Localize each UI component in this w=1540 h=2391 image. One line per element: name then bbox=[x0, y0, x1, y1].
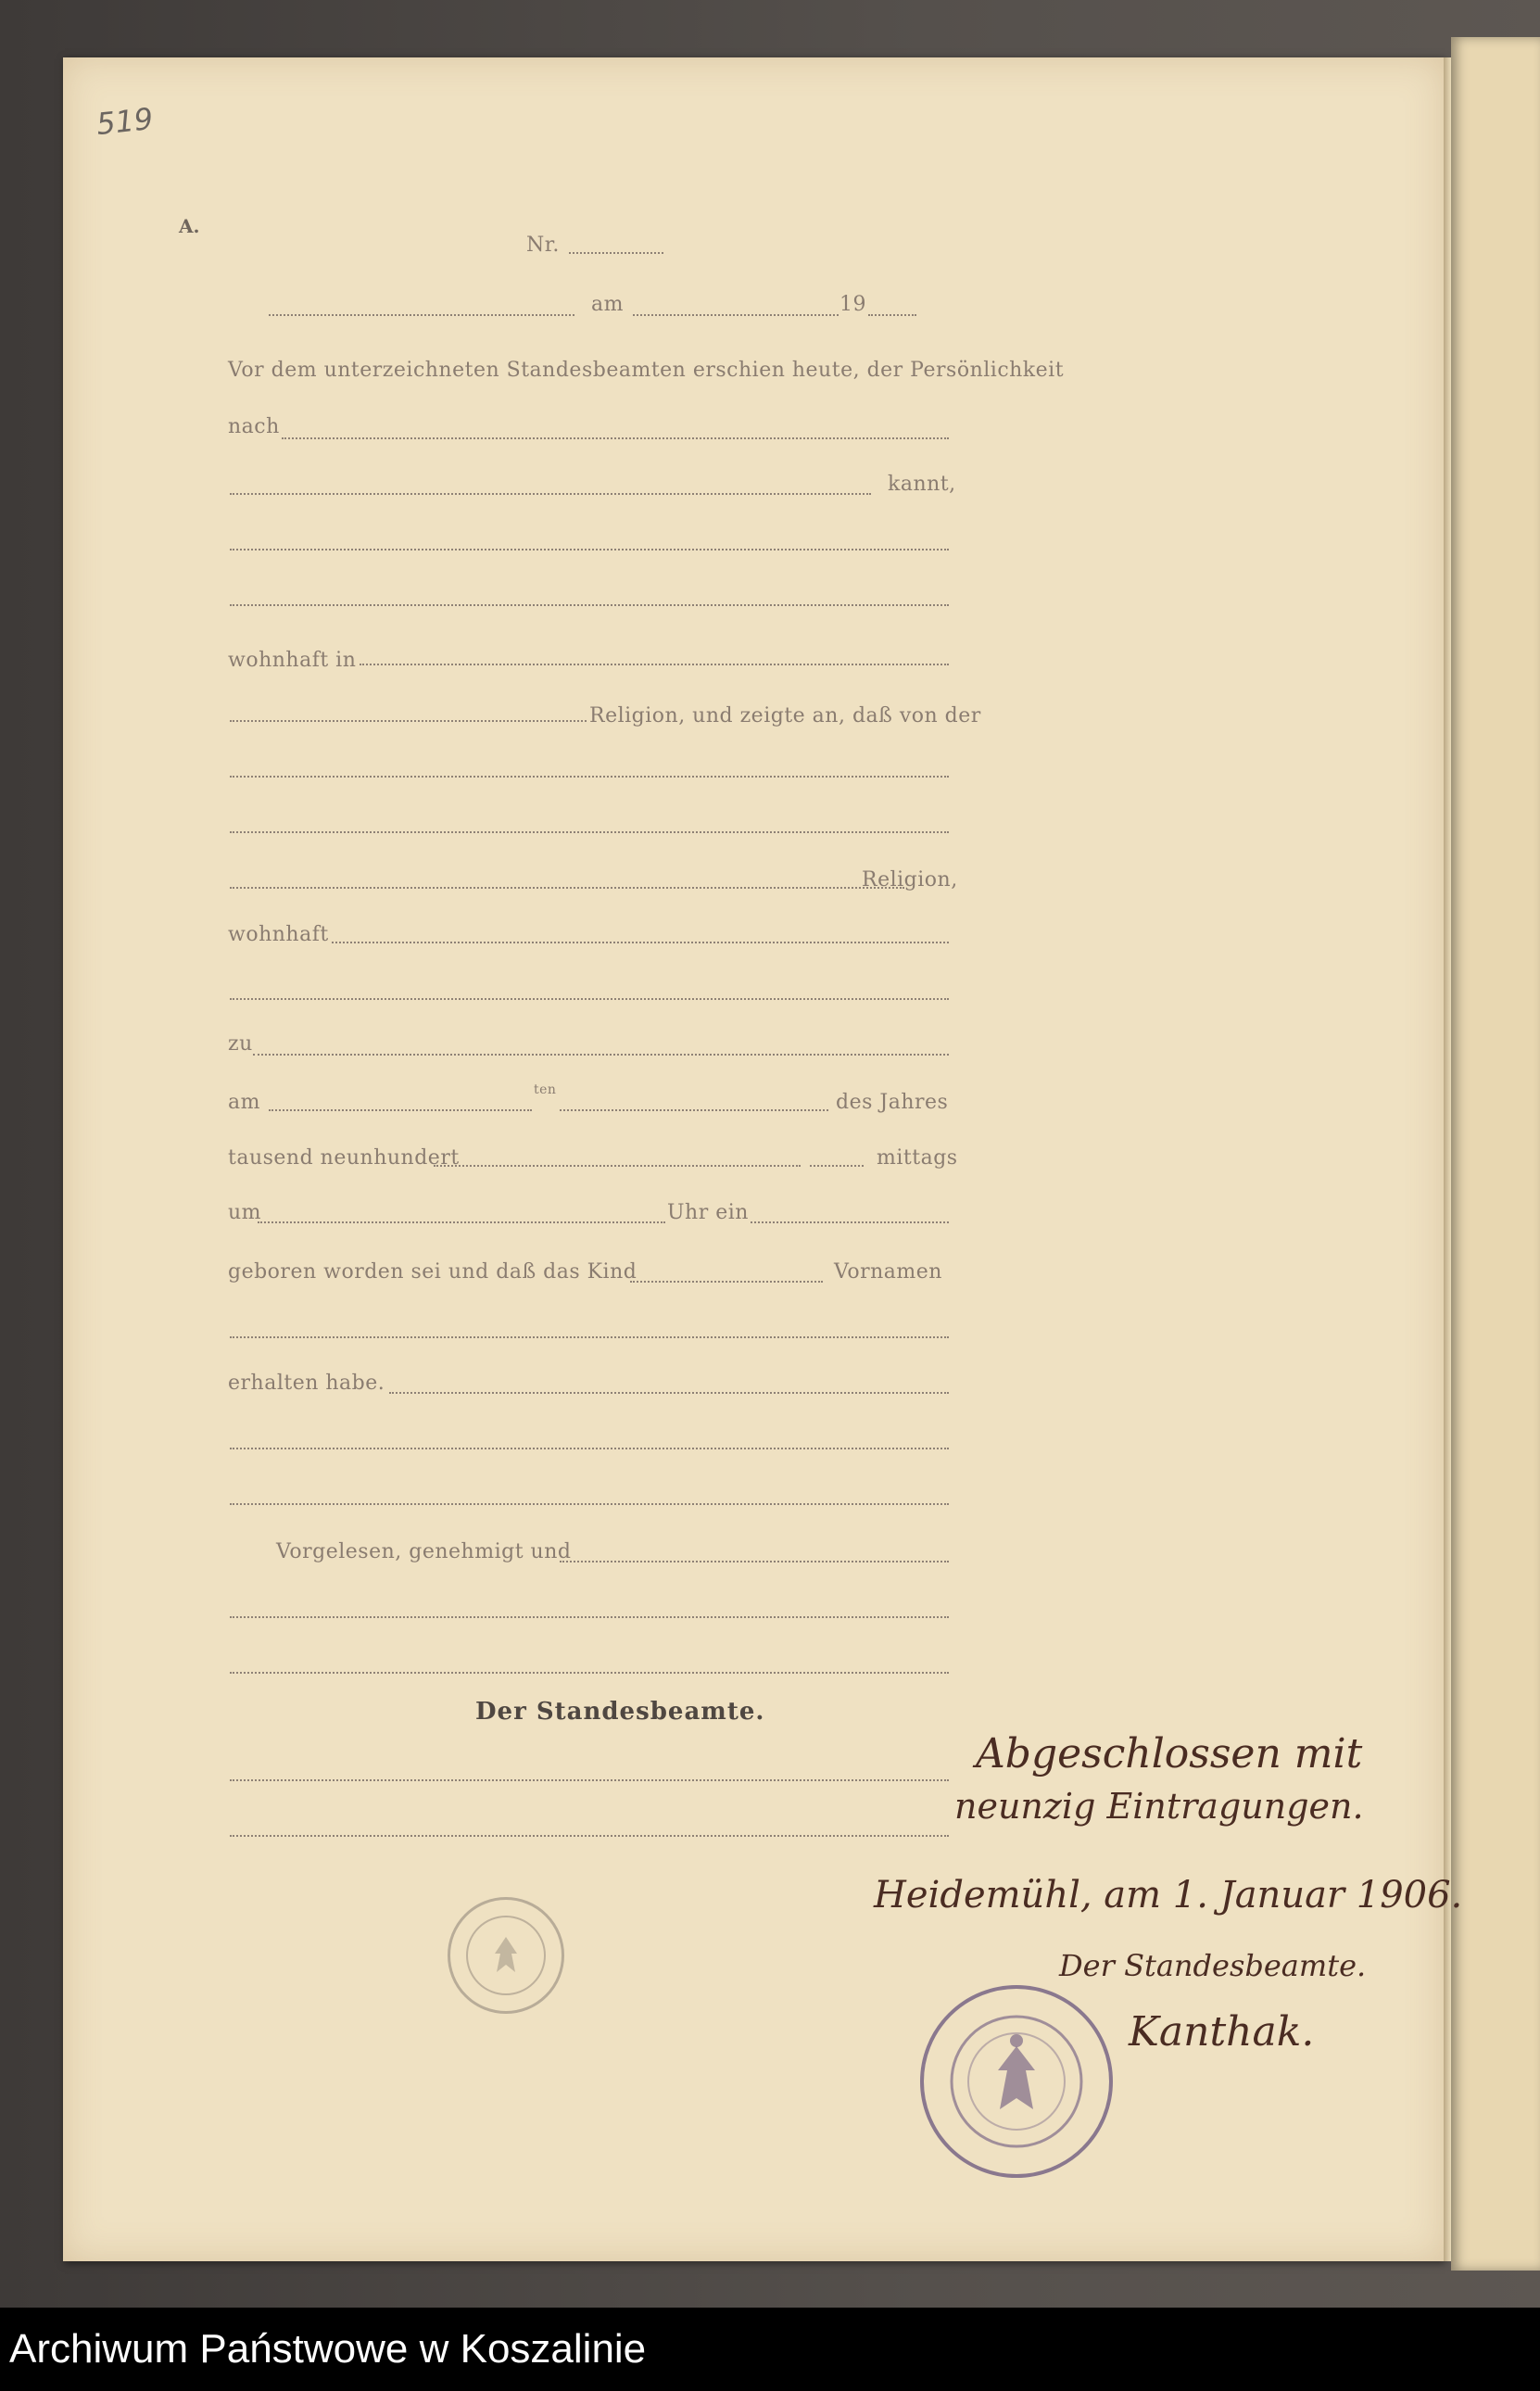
document-page bbox=[63, 57, 1463, 2261]
geboren-label: geboren worden sei und daß das Kind bbox=[228, 1260, 637, 1284]
erhalten-label: erhalten habe. bbox=[228, 1372, 385, 1395]
official-seal bbox=[920, 1985, 1113, 2178]
archive-eagle-icon bbox=[450, 1900, 562, 2011]
religion-field-1 bbox=[230, 720, 587, 722]
footer-bar bbox=[0, 2308, 1540, 2391]
mittags-label: mittags bbox=[877, 1146, 958, 1170]
remarks-field-1 bbox=[230, 1448, 949, 1449]
signature-field-2 bbox=[230, 1616, 949, 1618]
date-field bbox=[633, 314, 839, 316]
birth-year-field bbox=[434, 1165, 801, 1167]
handwritten-line-2: neunzig Eintragungen. bbox=[954, 1786, 1364, 1827]
vornamen-label: Vornamen bbox=[834, 1260, 942, 1284]
uhr-ein-label: Uhr ein bbox=[667, 1201, 749, 1224]
uhr-field-2 bbox=[751, 1221, 949, 1223]
prussian-eagle-icon bbox=[924, 1989, 1109, 2174]
month-field bbox=[560, 1109, 828, 1111]
nr-label: Nr. bbox=[526, 234, 560, 257]
handwritten-line-1: Abgeschlossen mit bbox=[976, 1730, 1363, 1777]
standesbeamte-title: Der Standesbeamte. bbox=[475, 1698, 765, 1726]
am-date-label: am bbox=[228, 1091, 260, 1114]
sex-field bbox=[630, 1281, 823, 1283]
handwritten-line-3: Heidemühl, am 1. Januar 1906. bbox=[874, 1874, 1463, 1917]
handwritten-signature: Kanthak. bbox=[1129, 2008, 1315, 2056]
erhalten-field bbox=[389, 1392, 949, 1394]
am-label: am bbox=[591, 293, 624, 316]
given-names-field bbox=[230, 1336, 949, 1338]
archive-name: Archiwum Państwowe w Koszalinie bbox=[9, 2326, 647, 2372]
religion-field-2 bbox=[230, 887, 904, 889]
day-field bbox=[269, 1109, 532, 1111]
archive-stamp bbox=[448, 1897, 564, 2014]
nr-field bbox=[569, 252, 663, 254]
declarant-name-field-1 bbox=[230, 549, 949, 550]
mother-field-2 bbox=[230, 831, 949, 833]
intro-text: Vor dem unterzeichneten Standesbeamten erschien heute, der Persönlichkeit bbox=[228, 359, 1065, 382]
place-field bbox=[269, 314, 574, 316]
page-fold bbox=[1444, 57, 1451, 2261]
nach-field bbox=[282, 437, 949, 439]
tausend-label: tausend neunhundert bbox=[228, 1146, 460, 1170]
religion-zeigte-label: Religion, und zeigte an, daß von der bbox=[589, 704, 981, 727]
declarant-name-field-2 bbox=[230, 604, 949, 606]
form-letter: A. bbox=[179, 215, 200, 237]
identity-field bbox=[230, 493, 871, 495]
nach-label: nach bbox=[228, 415, 280, 438]
remarks-field-2 bbox=[230, 1503, 949, 1505]
ten-suffix: ten bbox=[534, 1082, 557, 1097]
zu-label: zu bbox=[228, 1032, 253, 1056]
um-label: um bbox=[228, 1201, 262, 1224]
signature-field-1 bbox=[560, 1561, 949, 1562]
mother-residence-field bbox=[332, 942, 949, 943]
residence-field bbox=[360, 664, 949, 665]
hour-field bbox=[258, 1221, 665, 1223]
official-signature-field-1 bbox=[230, 1779, 949, 1781]
year-prefix: 19 bbox=[839, 293, 866, 316]
wohnhaft-label: wohnhaft bbox=[228, 923, 329, 946]
year-field bbox=[868, 314, 916, 316]
kannt-label: kannt, bbox=[888, 473, 956, 496]
time-of-day-field bbox=[810, 1165, 864, 1167]
mother-field-1 bbox=[230, 776, 949, 778]
handwritten-line-4: Der Standesbeamte. bbox=[1059, 1948, 1367, 1983]
mother-residence-field-2 bbox=[230, 998, 949, 1000]
pencil-number: 519 bbox=[95, 100, 155, 143]
religion-label: Religion, bbox=[862, 868, 958, 892]
des-jahres-label: des Jahres bbox=[836, 1091, 949, 1114]
official-signature-field-2 bbox=[230, 1835, 949, 1837]
adjacent-page-edge bbox=[1451, 37, 1540, 2271]
signature-field-3 bbox=[230, 1672, 949, 1674]
vorgelesen-label: Vorgelesen, genehmigt und bbox=[276, 1540, 572, 1563]
wohnhaft-in-label: wohnhaft in bbox=[228, 649, 357, 672]
birthplace-field bbox=[253, 1054, 949, 1056]
